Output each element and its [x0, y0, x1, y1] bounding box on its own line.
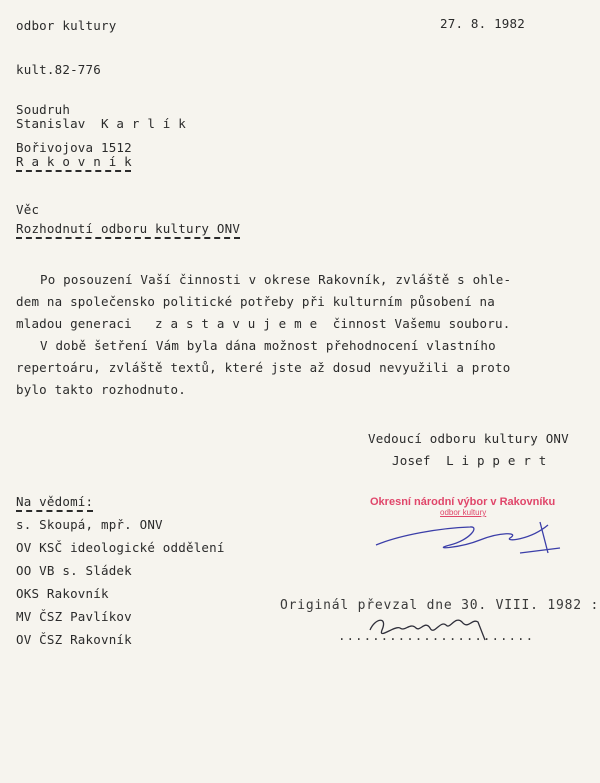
subject-title: Rozhodnutí odboru kultury ONV [16, 221, 241, 236]
recipient-name: Stanislav K a r l í k [16, 116, 186, 131]
department-name: odbor kultury [16, 18, 117, 33]
body-line: Po posouzení Vaší činnosti v okrese Rakovník, zvláště s ohle- [40, 272, 512, 287]
stamp-line-department: odbor kultury [440, 508, 487, 517]
receipt-signature-line: ....................... [338, 628, 535, 643]
reference-number: kult.82-776 [16, 62, 101, 77]
signatory-name: Josef L i p p e r t [392, 453, 547, 468]
cc-item: OV KSČ ideologické oddělení [16, 540, 225, 555]
recipient-salutation: Soudruh [16, 102, 71, 117]
body-line: dem na společensko politické potřeby při kulturním působení na [16, 294, 495, 309]
body-line: V době šetření Vám byla dána možnost přehodnocení vlastního [40, 338, 496, 353]
body-line: repertoáru, zvláště textů, které jste až dosud nevyužili a proto [16, 360, 511, 375]
official-stamp [370, 496, 555, 517]
cc-item: OV ČSZ Rakovník [16, 632, 132, 647]
cc-item: OKS Rakovník [16, 586, 109, 601]
body-line: mladou generaci z a s t a v u j e m e činnost Vašemu souboru. [16, 316, 511, 331]
body-line: bylo takto rozhodnuto. [16, 382, 186, 397]
receipt-note: Originál převzal dne 30. VIII. 1982 : [280, 598, 600, 613]
recipient-street: Bořivojova 1512 [16, 140, 132, 155]
cc-item: MV ČSZ Pavlíkov [16, 609, 132, 624]
official-signature [376, 522, 560, 553]
cc-heading: Na vědomí: [16, 494, 94, 509]
signatory-role: Vedoucí odboru kultury ONV [368, 431, 569, 446]
cc-item: s. Skoupá, mpř. ONV [16, 517, 163, 532]
stamp-line-office: Okresní národní výbor v Rakovníku [370, 496, 556, 508]
letter-date: 27. 8. 1982 [440, 16, 525, 31]
cc-item: OO VB s. Sládek [16, 563, 132, 578]
recipient-city: R a k o v n í k [16, 154, 132, 169]
subject-label: Věc [16, 202, 40, 217]
